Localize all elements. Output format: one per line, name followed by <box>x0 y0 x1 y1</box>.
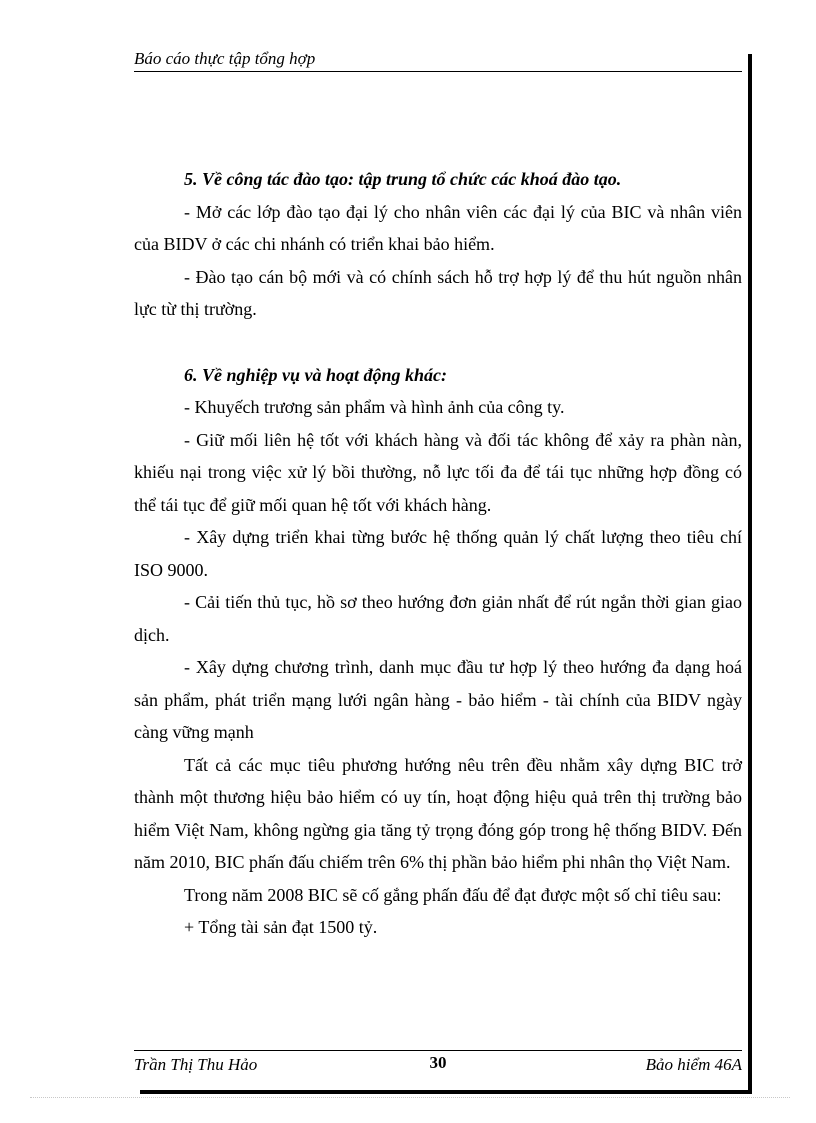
paragraph: - Xây dựng triển khai từng bước hệ thống quản lý chất lượng theo tiêu chí ISO 9000. <box>134 527 742 580</box>
paragraph: + Tổng tài sản đạt 1500 tỷ. <box>184 917 378 937</box>
header-title: Báo cáo thực tập tổng hợp <box>134 49 316 68</box>
section-operations <box>134 359 742 944</box>
section-spacer <box>134 326 742 359</box>
paragraph: - Đào tạo cán bộ mới và có chính sách hỗ trợ hợp lý để thu hút nguồn nhân lực từ thị trường. <box>134 266 742 319</box>
paragraph: - Cải tiến thủ tục, hồ sơ theo hướng đơn giản nhất để rút ngắn thời gian giao dịch. <box>134 592 742 645</box>
paragraph: - Khuyếch trương sản phẩm và hình ảnh của công ty. <box>184 397 565 417</box>
paragraph: Tất cả các mục tiêu phương hướng nêu trên đều nhằm xây dựng BIC trở thành một thương hiệu bảo hiểm có uy tín, hoạt động hiệu quả trên thị trường bảo hiểm Việt Nam, không ngừng gia tăng tỷ trọng đóng góp trong hệ thống BIDV. Đến năm 2010, BIC phấn đấu chiếm trên 6% thị phần bảo hiểm phi nhân thọ Việt Nam. <box>134 754 742 872</box>
page-number: 30 <box>429 1053 447 1072</box>
paragraph: - Xây dựng chương trình, danh mục đầu tư hợp lý theo hướng đa dạng hoá sản phẩm, phát triển mạng lưới ngân hàng - bảo hiểm - tài chính của BIDV ngày càng vững mạnh <box>134 657 742 742</box>
page-border-shadow-bottom <box>140 1090 752 1094</box>
section-heading: 6. Về nghiệp vụ và hoạt động khác: <box>184 364 448 385</box>
paragraph: - Giữ mối liên hệ tốt với khách hàng và đối tác không để xảy ra phàn nàn, khiếu nại trong việc xử lý bồi thường, nỗ lực tối đa để tái tục những hợp đồng có thể tái tục để giữ mối quan hệ tốt với khách hàng. <box>134 429 742 515</box>
page-edge-dotted-line <box>30 1097 790 1098</box>
footer-author: Trần Thị Thu Hảo <box>134 1055 258 1074</box>
footer-class: Bảo hiểm 46A <box>645 1055 742 1074</box>
page-border-shadow-right <box>748 54 752 1094</box>
page-footer <box>134 1054 742 1076</box>
paragraph: Trong năm 2008 BIC sẽ cố gắng phấn đấu để đạt được một số chỉ tiêu sau: <box>184 884 722 905</box>
footer-divider <box>134 1050 742 1051</box>
document-body <box>134 163 742 944</box>
section-training <box>134 163 742 326</box>
page-header <box>134 48 742 72</box>
section-heading: 5. Về công tác đào tạo: tập trung tổ chức các khoá đào tạo. <box>184 169 622 189</box>
paragraph: - Mở các lớp đào tạo đại lý cho nhân viên các đại lý của BIC và nhân viên của BIDV ở các chi nhánh có triển khai bảo hiểm. <box>134 201 742 254</box>
